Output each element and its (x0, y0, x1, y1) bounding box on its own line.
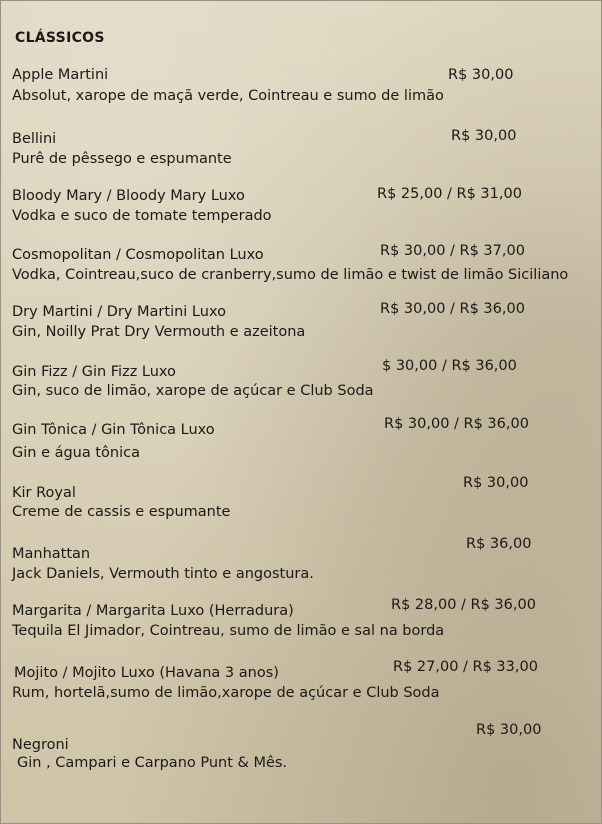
item-name: Gin Tônica / Gin Tônica Luxo (12, 422, 215, 438)
menu-item-gin-tonica (1, 416, 601, 462)
item-name: Negroni (12, 737, 69, 753)
menu-item-bellini (1, 128, 601, 174)
item-description: Rum, hortelã,sumo de limão,xarope de açúcar e Club Soda (12, 685, 440, 701)
item-description: Creme de cassis e espumante (12, 504, 231, 520)
item-name: Dry Martini / Dry Martini Luxo (12, 304, 226, 320)
item-price: R$ 30,00 / R$ 36,00 (380, 301, 525, 317)
menu-item-dry-martini (1, 301, 601, 347)
item-name: Margarita / Margarita Luxo (Herradura) (12, 603, 294, 619)
item-description: Purê de pêssego e espumante (12, 151, 232, 167)
item-price: R$ 30,00 (451, 128, 517, 144)
item-description: Vodka e suco de tomate temperado (12, 208, 272, 224)
menu-item-cosmopolitan (1, 243, 601, 289)
item-description: Tequila El Jimador, Cointreau, sumo de limão e sal na borda (12, 623, 445, 639)
item-name: Bloody Mary / Bloody Mary Luxo (12, 188, 245, 204)
item-name: Mojito / Mojito Luxo (Havana 3 anos) (14, 665, 279, 681)
item-description: Gin, suco de limão, xarope de açúcar e Club Soda (12, 383, 374, 399)
item-price: $ 30,00 / R$ 36,00 (382, 358, 517, 374)
item-price: R$ 30,00 (476, 722, 542, 738)
menu-item-mojito (1, 659, 601, 705)
item-description: Gin , Campari e Carpano Punt & Mês. (17, 755, 288, 771)
item-name: Gin Fizz / Gin Fizz Luxo (12, 364, 176, 380)
item-name: Manhattan (12, 546, 91, 562)
menu-item-kir-royal (1, 475, 601, 521)
item-description: Gin e água tônica (12, 445, 141, 461)
menu-item-bloody-mary (1, 186, 601, 232)
section-title: CLÁSSICOS (15, 30, 105, 46)
item-price: R$ 36,00 (466, 536, 532, 552)
menu-item-margarita (1, 597, 601, 643)
item-name: Kir Royal (12, 485, 76, 501)
menu-item-manhattan (1, 536, 601, 582)
item-price: R$ 25,00 / R$ 31,00 (377, 186, 522, 202)
item-price: R$ 28,00 / R$ 36,00 (391, 597, 536, 613)
item-name: Apple Martini (12, 67, 109, 83)
menu-item-negroni (1, 722, 601, 771)
item-price: R$ 30,00 (463, 475, 529, 491)
item-description: Absolut, xarope de maçã verde, Cointreau e sumo de limão (12, 88, 444, 104)
item-description: Vodka, Cointreau,suco de cranberry,sumo de limão e twist de limão Siciliano (12, 267, 569, 283)
item-price: R$ 30,00 / R$ 37,00 (380, 243, 525, 259)
item-description: Gin, Noilly Prat Dry Vermouth e azeitona (12, 324, 306, 340)
menu-item-gin-fizz (1, 358, 601, 404)
item-price: R$ 27,00 / R$ 33,00 (393, 659, 538, 675)
item-price: R$ 30,00 (448, 67, 514, 83)
item-description: Jack Daniels, Vermouth tinto e angostura. (12, 566, 314, 582)
menu-item-apple-martini (1, 67, 601, 113)
item-price: R$ 30,00 / R$ 36,00 (384, 416, 529, 432)
item-name: Bellini (12, 131, 57, 147)
item-name: Cosmopolitan / Cosmopolitan Luxo (12, 247, 264, 263)
